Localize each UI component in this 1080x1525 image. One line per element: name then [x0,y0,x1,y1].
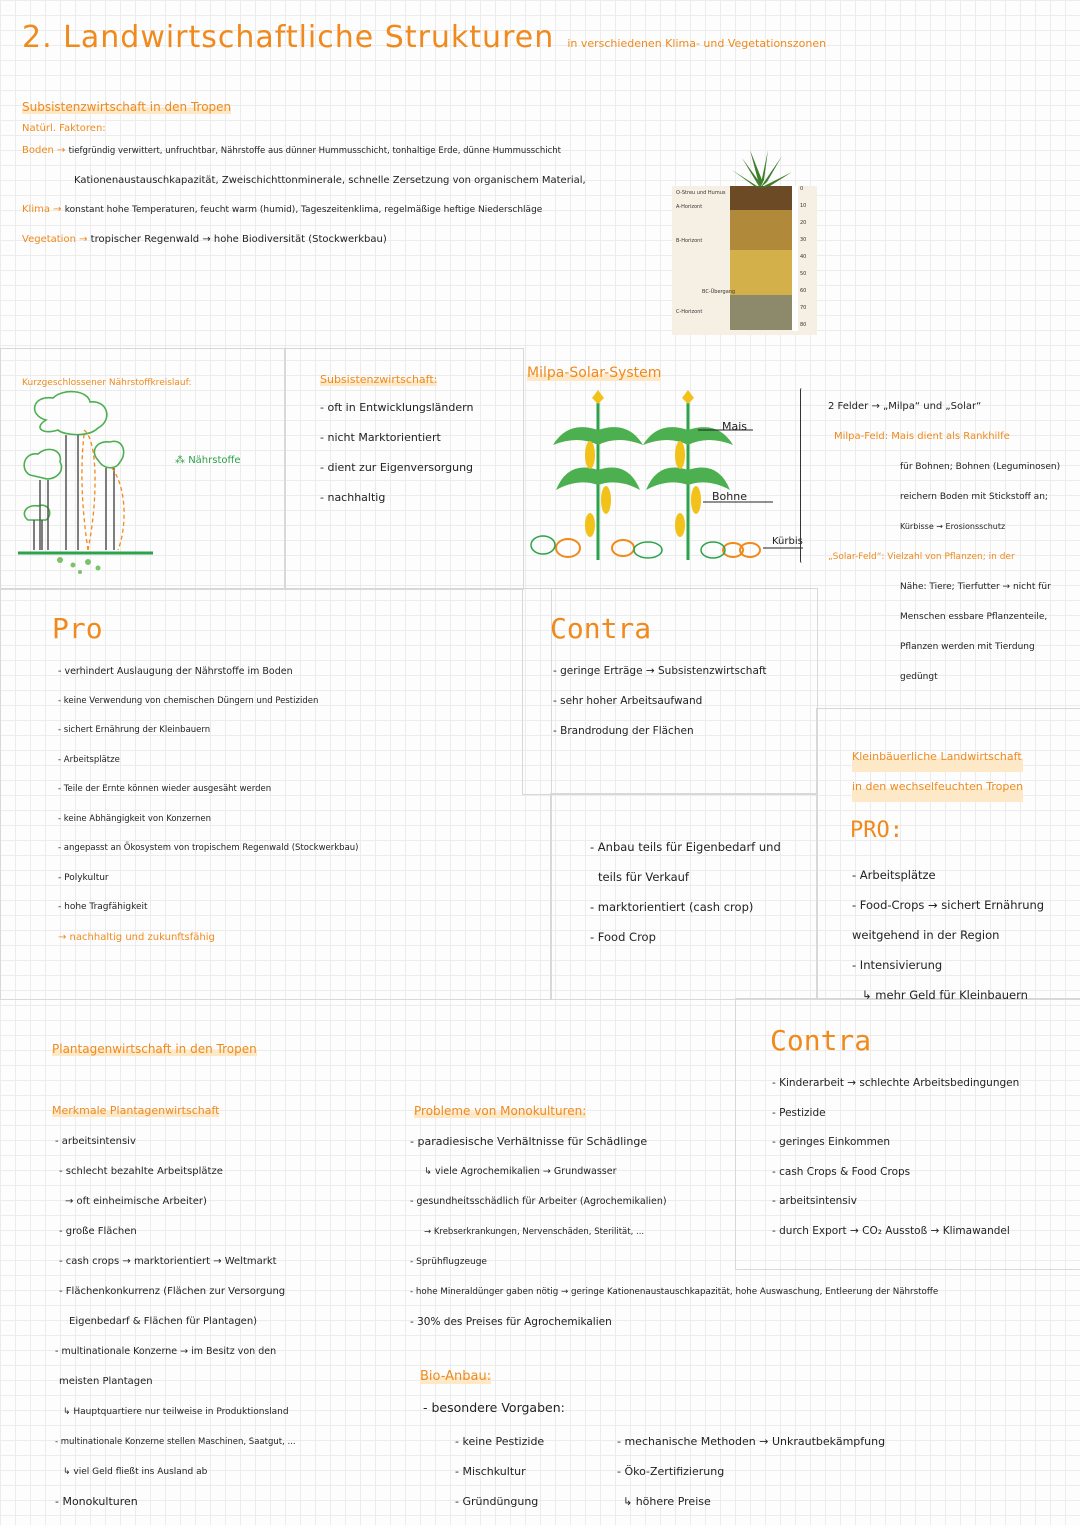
list-item: - durch Export → CO₂ Ausstoß → Klimawandel [772,1224,1010,1237]
bio-heading: Bio-Anbau: [420,1369,492,1384]
list-item: weitgehend in der Region [852,928,1000,942]
bio-right-list [617,1427,885,1517]
plantation-features-heading: Merkmale Plantagenwirtschaft [52,1104,220,1117]
tree-illustration [18,390,158,580]
contra-heading: Contra [550,612,652,645]
list-item: - keine Verwendung von chemischen Düngern und Pestiziden [58,695,319,706]
soil-profile-label-a: A-Horizont [676,204,703,210]
climate-label: Klima [22,204,50,215]
kuerbis-label: Kürbis [772,536,803,547]
list-item: - Sprühflugzeuge [410,1257,487,1267]
list-item: meisten Plantagen [59,1376,153,1387]
pro-list [58,657,358,952]
pro-heading: Pro [52,612,103,645]
mais-label: Mais [722,420,748,433]
tropics-section [22,96,672,254]
subsistence-section [320,368,473,513]
list-item: → Krebserkrankungen, Nervenschäden, Sterilität, ... [424,1227,645,1237]
soil-profile-label-bc: BC-Übergang [702,289,736,295]
list-item: - paradiesische Verhältnisse für Schädlinge [410,1135,648,1148]
milpa-note: für Bohnen; Bohnen (Leguminosen) [900,462,1061,472]
list-item: - mechanische Methoden → Unkrautbekämpfung [617,1435,886,1448]
list-item: ↳ mehr Geld für Kleinbauern [862,988,1028,1002]
milpa-note: reichern Boden mit Stickstoff an; [900,492,1048,502]
contra-list [553,656,767,746]
milpa-note: gedüngt [900,672,938,682]
list-item: - Intensivierung [852,958,943,972]
list-item: ↳ viel Geld fließt ins Ausland ab [63,1467,208,1477]
list-item: - gesundheitsschädlich für Arbeiter (Agrochemikalien) [410,1196,667,1207]
list-item: - sichert Ernährung der Kleinbauern [58,725,211,735]
milpa-note: Kürbisse → Erosionsschutz [900,522,1006,531]
list-item: - multinationale Konzerne stellen Maschinen, Saatgut, ... [55,1437,296,1447]
list-item: - Gründüngung [455,1495,539,1508]
list-item: - geringe Erträge → Subsistenzwirtschaft [553,665,767,677]
list-item: - Öko-Zertifizierung [617,1465,725,1478]
tropics-heading: Subsistenzwirtschaft in den Tropen [22,100,232,114]
milpa-note: „Solar-Feld“: Vielzahl von Pflanzen; in der [828,552,1015,562]
climate-row: Klima → konstant hohe Temperaturen, feucht warm (humid), Tageszeitenklima, regelmäßige heftige Niederschläge [22,204,543,215]
nutrient-cycle-heading: Kurzgeschlossener Nährstoffkreislauf: [22,378,192,388]
list-item: - arbeitsintensiv [55,1136,136,1147]
milpa-note: Pflanzen werden mit Tierdung [900,642,1035,652]
list-item: - nicht Marktorientiert [320,431,441,444]
smallholder-pro-heading: PRO: [850,818,903,843]
list-item: - keine Pestizide [455,1435,545,1448]
list-item: - oft in Entwicklungsländern [320,401,474,414]
list-item: - verhindert Auslaugung der Nährstoffe im Boden [58,666,293,677]
bio-subheading: - besondere Vorgaben: [423,1400,565,1415]
list-item: - Polykultur [58,872,109,883]
list-item: - multinationale Konzerne → im Besitz von den [55,1346,277,1357]
list-item: - angepasst an Ökosystem von tropischem Regenwald (Stockwerkbau) [58,843,359,853]
page-subtitle: in verschiedenen Klima- und Vegetationszonen [567,37,827,50]
milpa-note: Milpa-Feld: Mais dient als Rankhilfe [834,431,1010,442]
plantation-features-list [55,1127,296,1517]
vegetation-row: Vegetation → tropischer Regenwald → hohe Biodiversität (Stockwerkbau) [22,234,387,245]
soil-label: Boden [22,145,54,156]
list-item: - Teile der Ernte können wieder ausgesäht werden [58,784,272,794]
list-item: Eigenbedarf & Flächen für Plantagen) [69,1316,258,1327]
milpa-note: Menschen essbare Pflanzenteile, [900,612,1048,622]
list-item: ↳ höhere Preise [623,1495,711,1508]
list-item: → oft einheimische Arbeiter) [65,1196,207,1207]
list-item: → nachhaltig und zukunftsfähig [58,931,215,943]
list-item: - Food-Crops → sichert Ernährung [852,898,1045,912]
list-item: - Kinderarbeit → schlechte Arbeitsbedingungen [772,1077,1020,1089]
milpa-notes [828,392,1060,692]
milpa-heading: Milpa-Solar-System [527,365,662,381]
soil-text: tiefgründig verwittert, unfruchtbar, Nährstoffe aus dünner Hummusschicht, tonhaltige Erde, dünne Hummusschicht [68,146,561,156]
list-item: - schlecht bezahlte Arbeitsplätze [59,1166,223,1177]
soil-profile-label-b: B-Horizont [676,238,703,244]
smallholder-heading: Kleinbäuerliche Landwirtschaft in den wechselfeuchten Tropen [852,742,1023,802]
milpa-note: Nähe: Tiere; Tierfutter → nicht für [900,582,1051,592]
plantation-contra-list [772,1069,1019,1246]
list-item: - Pestizide [772,1106,826,1119]
nutrients-label: ⁂ Nährstoffe [175,455,241,466]
soil-profile-tick: 40 [800,254,807,260]
list-item: - Mischkultur [455,1465,526,1478]
page-header [22,20,826,55]
list-item: - geringes Einkommen [772,1136,890,1148]
list-item: - Anbau teils für Eigenbedarf und [590,840,781,854]
soil-profile-tick: 70 [800,305,807,311]
natural-factors-label: Natürl. Faktoren: [22,123,106,134]
milpa-note: 2 Felder → „Milpa“ und „Solar“ [828,401,982,412]
soil-profile-label-o: O-Streu und Humus [676,190,726,196]
list-item: - arbeitsintensiv [772,1195,857,1207]
list-item: - nachhaltig [320,491,386,504]
soil-profile-tick: 10 [800,203,807,209]
vegetation-text: tropischer Regenwald → hohe Biodiversität (Stockwerkbau) [90,234,387,245]
soil-row: Boden → tiefgründig verwittert, unfruchtbar, Nährstoffe aus dünner Hummusschicht, tonhaltige Erde, dünne Hummusschicht [22,145,561,156]
list-item: - hohe Mineraldünger gaben nötig → geringe Kationenaustauschkapazität, hohe Auswaschung, Entleerung der Nährstoffe [410,1287,939,1297]
list-item: - Flächenkonkurrenz (Flächen zur Versorgung [59,1286,286,1297]
list-item: - Arbeitsplätze [58,754,120,765]
bio-left-list [455,1427,544,1517]
list-item: - marktorientiert (cash crop) [590,900,754,914]
soil-profile-tick: 80 [800,322,807,328]
soil-profile-tick: 30 [800,237,807,243]
bohne-label: Bohne [712,490,747,503]
subsistence-heading: Subsistenzwirtschaft: [320,373,438,386]
list-item: - Brandrodung der Flächen [553,725,694,737]
soil-text-2: Kationenaustauschkapazität, Zweischichttonminerale, schnelle Zersetzung von organischem Material, [74,175,586,186]
monoculture-problems-heading: Probleme von Monokulturen: [414,1104,587,1118]
plantation-contra-heading: Contra [770,1024,872,1057]
list-item: ↳ viele Agrochemikalien → Grundwasser [424,1166,617,1177]
list-item: - sehr hoher Arbeitsaufwand [553,695,703,707]
smallholder-middle-list [590,832,781,952]
list-item: - dient zur Eigenversorgung [320,461,474,474]
soil-profile-image [672,150,817,335]
soil-profile-tick: 60 [800,288,807,294]
smallholder-pro-list [852,860,1044,1010]
subsistence-list [320,393,473,513]
list-item: - cash crops → marktorientiert → Weltmarkt [59,1256,277,1267]
list-item: - Food Crop [590,930,656,944]
list-item: - keine Abhängigkeit von Konzernen [58,813,211,824]
list-item: - cash Crops & Food Crops [772,1165,911,1178]
list-item: - große Flächen [59,1226,137,1237]
soil-profile-tick: 20 [800,220,807,226]
list-item: - Monokulturen [55,1495,138,1508]
milpa-brace [800,388,804,563]
soil-profile-tick: 50 [800,271,807,277]
vegetation-label: Vegetation [22,234,76,245]
climate-text: konstant hohe Temperaturen, feucht warm (humid), Tageszeitenklima, regelmäßige heftige Niederschläge [64,205,543,215]
soil-profile-tick: 0 [800,186,804,192]
page-title: 2. Landwirtschaftliche Strukturen [22,20,555,55]
list-item: - Arbeitsplätze [852,868,936,882]
list-item: - 30% des Preises für Agrochemikalien [410,1316,612,1328]
list-item: ↳ Hauptquartiere nur teilweise in Produktionsland [63,1407,289,1417]
soil-profile-label-c: C-Horizont [676,309,703,315]
plantation-heading: Plantagenwirtschaft in den Tropen [52,1042,257,1056]
list-item: - hohe Tragfähigkeit [58,902,148,912]
list-item: teils für Verkauf [598,870,689,884]
